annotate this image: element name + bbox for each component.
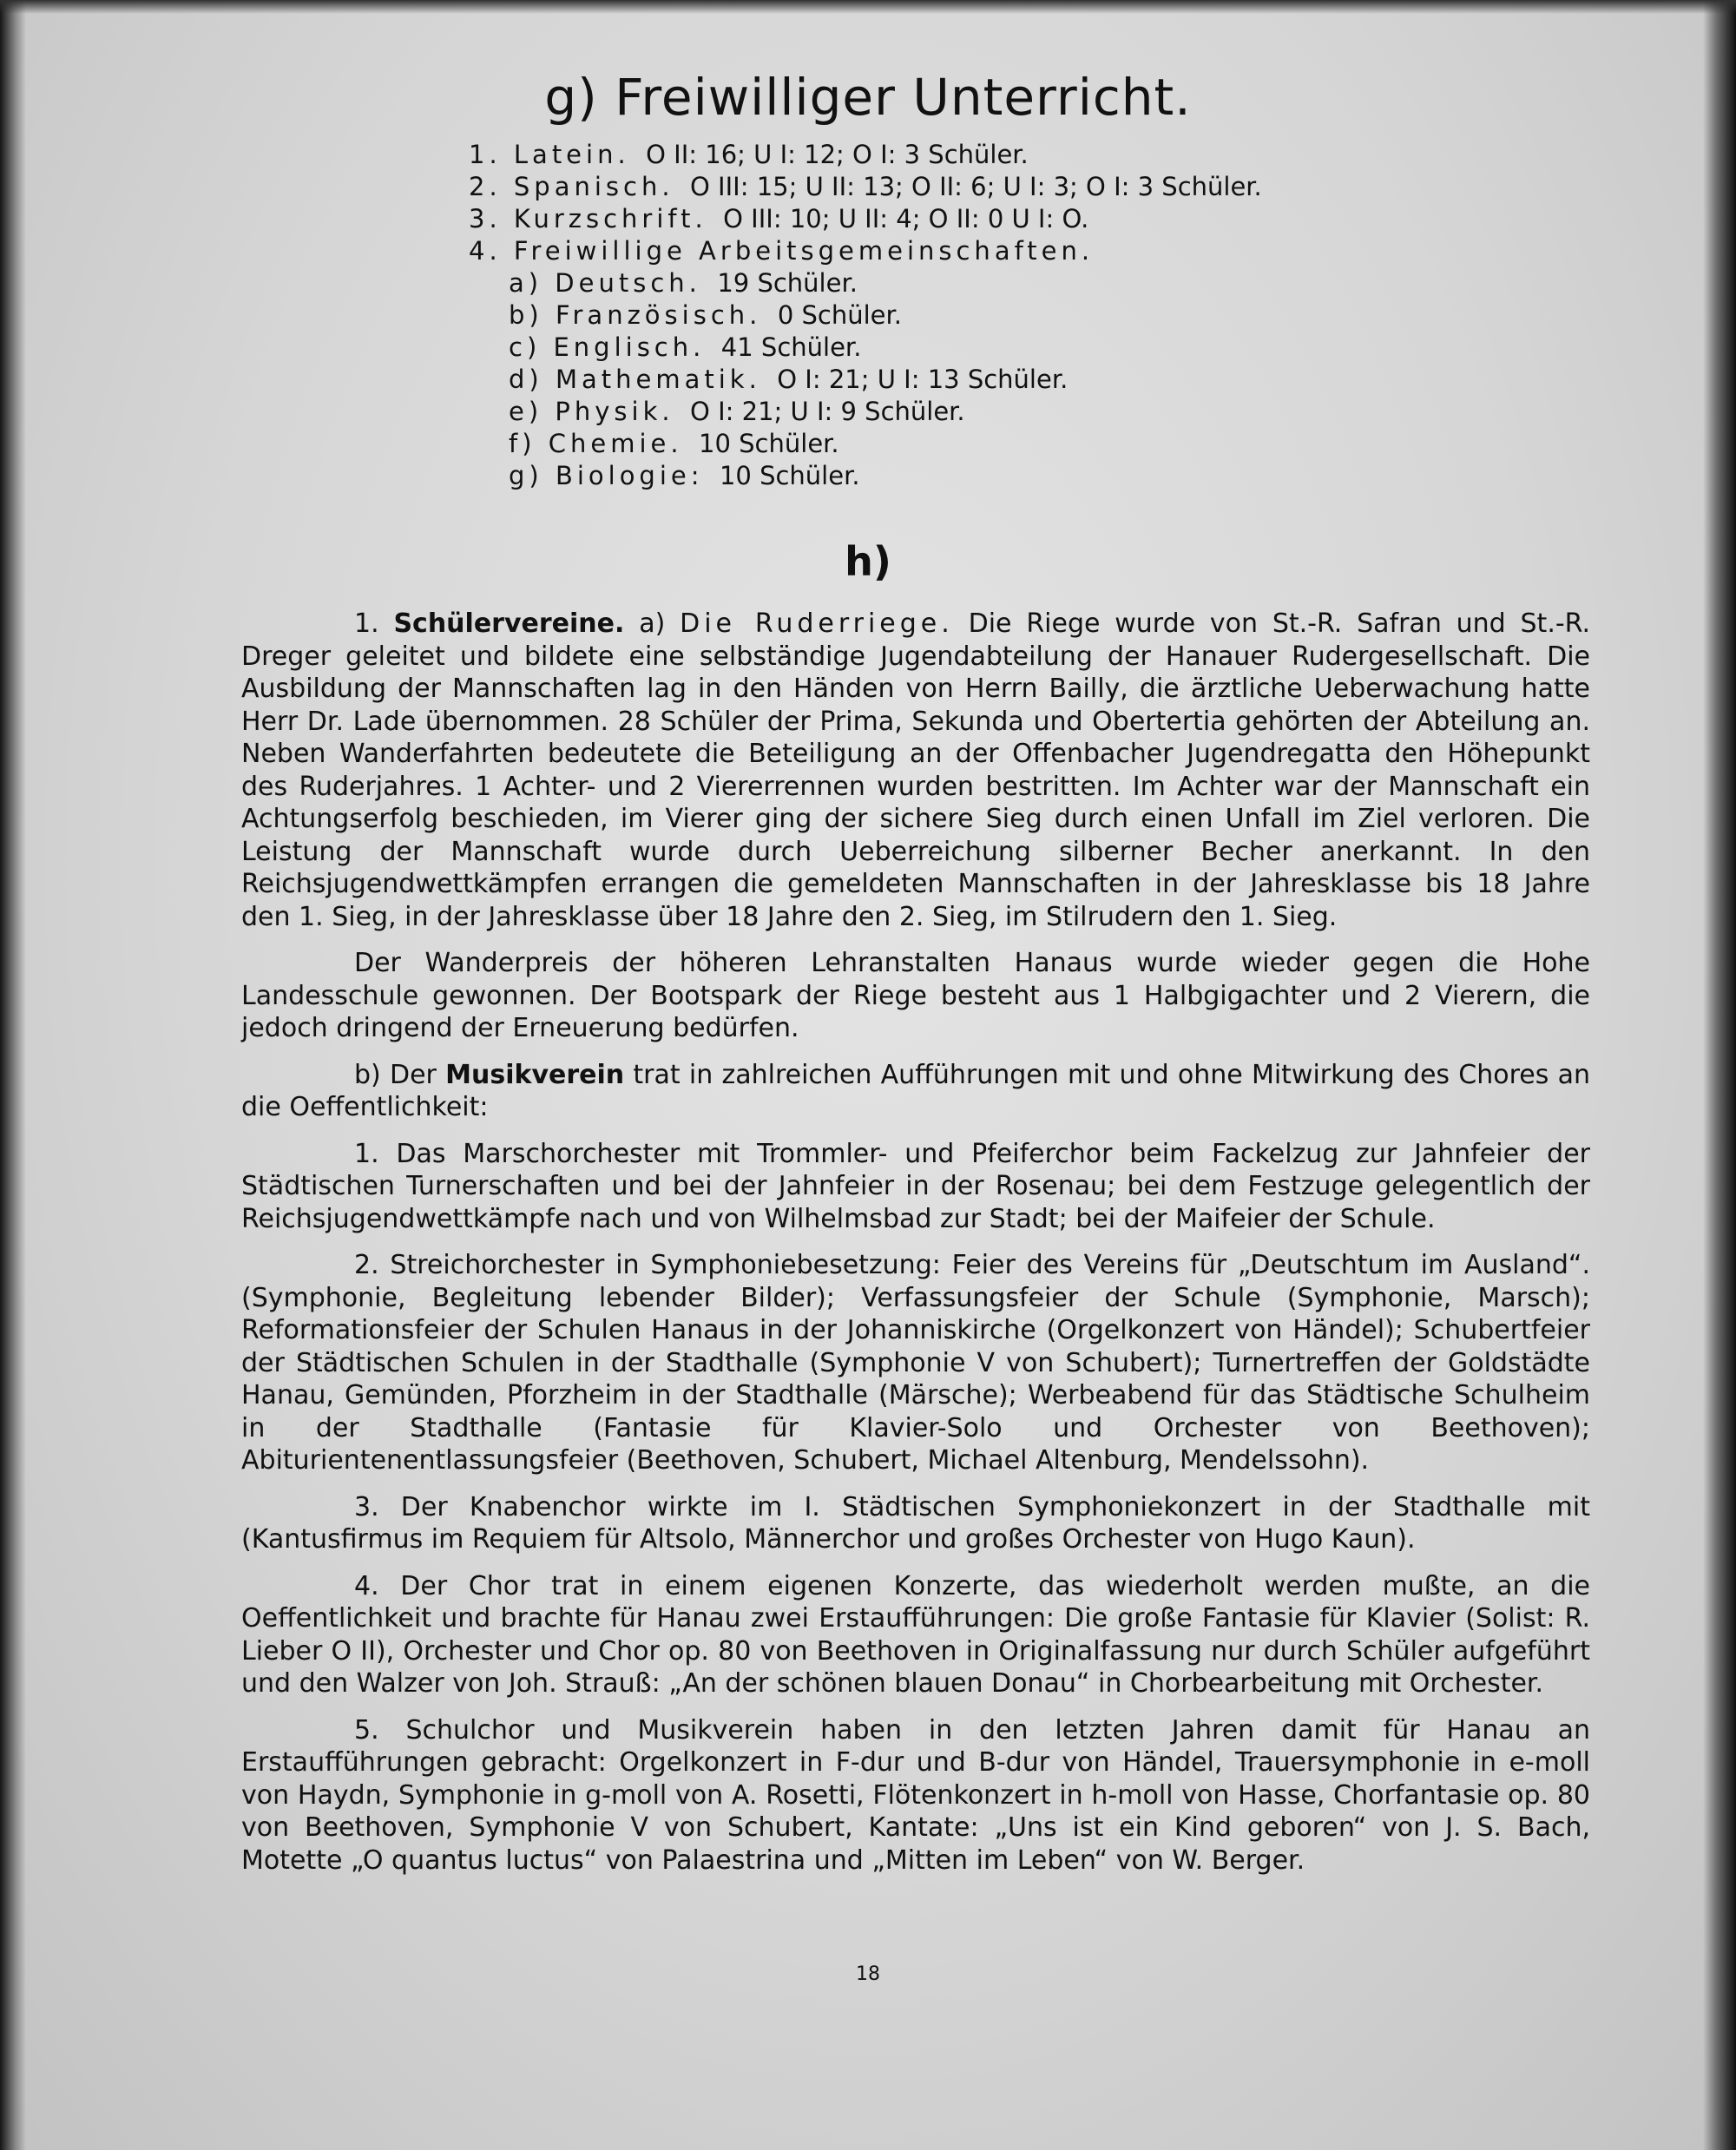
list-item-label: d) Mathematik. xyxy=(509,365,761,394)
paragraph-choir-concert: 4. Der Chor trat in einem eigenen Konzerte, das wiederholt werden mußte, an die Oeffentlichkeit und brachte für Hanau zwei Erstaufführungen: Die große Fantasie für Klavier (Solist: R. Lieber O II), Orchester und Chor op. 80 von Beethoven in Originalfassung nur durch Schüler aufgeführt und den Walzer von Joh. Strauß: „An der schönen blauen Donau“ in Chorbearbeitung mit Orchester. xyxy=(241,1570,1590,1699)
list-item-text: O I: 21; U I: 13 Schüler. xyxy=(777,365,1069,394)
paragraph-march-orchestra: 1. Das Marschorchester mit Trommler- und Pfeiferchor beim Fackelzug zur Jahnfeier der Städtischen Turnerschaften und bei der Jahnfeier in der Rosenau; bei dem Festzuge gelegentlich der Reichsjugendwettkämpfe nach und von Wilhelmsbad zur Stadt; bei der Maifeier der Schule. xyxy=(241,1138,1590,1234)
paragraph-first-performances: 5. Schulchor und Musikverein haben in den letzten Jahren damit für Hanau an Erstaufführungen gebracht: Orgelkonzert in F-dur und B-dur von Händel, Trauersymphonie in e-moll von Haydn, Symphonie in g-moll von A. Rosetti, Flötenkonzert in h-moll von Hasse, Chorfantasie op. 80 von Beethoven, Symphonie V von Schubert, Kantate: „Uns ist ein Kind geboren“ von J. S. Bach, Motette „O quantus luctus“ von Palaestrina und „Mitten im Leben“ von W. Berger. xyxy=(241,1714,1590,1876)
list-item xyxy=(469,332,1597,364)
page-number: 18 xyxy=(856,1963,880,1985)
list-item-label: c) Englisch. xyxy=(509,332,706,362)
list-item xyxy=(469,203,1597,235)
list-item xyxy=(469,139,1597,171)
section-g-title: g) Freiwilliger Unterricht. xyxy=(544,68,1192,127)
list-item-text: 10 Schüler. xyxy=(699,429,839,458)
list-item xyxy=(469,235,1597,267)
list-item-text: O II: 16; U I: 12; O I: 3 Schüler. xyxy=(646,140,1029,169)
list-item-label: e) Physik. xyxy=(509,397,674,426)
paragraph-heading: Schülervereine. xyxy=(393,608,625,639)
list-item-label: 1. Latein. xyxy=(469,140,630,169)
paragraph-prefix: b) Der xyxy=(354,1059,437,1090)
list-item xyxy=(469,396,1597,428)
section-h-body xyxy=(241,608,1590,1890)
paragraph-sub-label: a) xyxy=(639,608,666,639)
list-item xyxy=(469,299,1597,332)
list-item-text: 19 Schüler. xyxy=(717,268,858,298)
list-item-label: 4. Freiwillige Arbeitsgemeinschaften. xyxy=(469,236,1095,266)
list-item xyxy=(469,460,1597,492)
list-item-text: 10 Schüler. xyxy=(719,461,860,490)
list-item-label: b) Französisch. xyxy=(509,300,762,330)
paragraph-trophy: Der Wanderpreis der höheren Lehranstalten Hanaus wurde wieder gegen die Hohe Landesschule gewonnen. Der Bootspark der Riege besteht aus 1 Halbgigachter und 2 Vierern, die jedoch dringend der Erneuerung bedürfen. xyxy=(241,948,1590,1043)
paragraph-heading: Musikverein xyxy=(445,1059,625,1090)
page-edge-top-shadow xyxy=(0,0,1736,14)
list-item xyxy=(469,267,1597,299)
list-item-text: O III: 10; U II: 4; O II: 0 U I: O. xyxy=(723,204,1089,233)
page-edge-right-shadow xyxy=(1703,0,1736,2150)
section-h-heading: h) xyxy=(845,538,891,585)
paragraph-music-club xyxy=(241,1059,1590,1124)
paragraph-text: Die Riege wurde von St.-R. Safran und St.-R. Dreger geleitet und bildete eine selbständige Jugendabteilung der Hanauer Rudergesellschaft. Die Ausbildung der Mannschaften lag in den Händen von Herrn Bailly, die ärztliche Ueberwachung hatte Herr Dr. Lade übernommen. 28 Schüler der Prima, Sekunda und Obertertia gehörten der Abteilung an. Neben Wanderfahrten bedeutete die Beteiligung an der Offenbacher Jugendregatta den Höhepunkt des Ruderjahres. 1 Achter- und 2 Viererrennen wurden bestritten. Im Achter war der Mannschaft ein Achtungserfolg beschieden, im Vierer ging der sichere Sieg durch einen Unfall im Ziel verloren. Die Leistung der Mannschaft wurde durch Ueberreichung silberner Becher anerkannt. In den Reichsjugendwettkämpfen errangen die gemeldeten Mannschaften in der Jahresklasse bis 18 Jahre den 1. Sieg, in der Jahresklasse über 18 Jahre den 2. Sieg, im Stilrudern den 1. Sieg. xyxy=(241,608,1590,932)
list-item xyxy=(469,428,1597,460)
list-item-label: 3. Kurzschrift. xyxy=(469,204,707,233)
paragraph-text: trat in zahlreichen Aufführungen mit und ohne Mitwirkung des Chores an die Oeffentlichkeit: xyxy=(241,1059,1590,1122)
list-item xyxy=(469,171,1597,203)
list-item-label: a) Deutsch. xyxy=(509,268,701,298)
page-edge-left-shadow xyxy=(0,0,26,2150)
list-item-label: f) Chemie. xyxy=(509,429,683,458)
list-item-label: g) Biologie: xyxy=(509,461,704,490)
list-item-text: 41 Schüler. xyxy=(720,332,862,362)
paragraph-number: 1. xyxy=(354,608,379,639)
list-item-text: O III: 15; U II: 13; O II: 6; U I: 3; O I: 3 Schüler. xyxy=(690,172,1262,201)
paragraph-rowing xyxy=(241,608,1590,933)
paragraph-spaced-title: Die Ruderriege. xyxy=(680,608,954,639)
paragraph-boys-choir: 3. Der Knabenchor wirkte im I. Städtischen Symphoniekonzert in der Stadthalle mit (Kantusfirmus im Requiem für Altsolo, Männerchor und großes Orchester von Hugo Kaun). xyxy=(241,1491,1590,1555)
voluntary-courses-list xyxy=(469,139,1597,492)
list-item-text: 0 Schüler. xyxy=(777,300,902,330)
paragraph-string-orchestra: 2. Streichorchester in Symphoniebesetzung: Feier des Vereins für „Deutschtum im Ausland“. (Symphonie, Begleitung lebender Bilder); Verfassungsfeier der Schule (Symphonie, Marsch); Reformationsfeier der Schulen Hanaus in der Johanniskirche (Orgelkonzert von Händel); Schubertfeier der Städtischen Schulen in der Stadthalle (Symphonie V von Schubert); Turnertreffen der Goldstädte Hanau, Gemünden, Pforzheim in der Stadthalle (Märsche); Werbeabend für das Städtische Schulheim in der Stadthalle (Fantasie für Klavier-Solo und Orchester von Beethoven); Abiturientenentlassungsfeier (Beethoven, Schubert, Michael Altenburg, Mendelssohn). xyxy=(241,1250,1590,1476)
list-item xyxy=(469,364,1597,396)
list-item-text: O I: 21; U I: 9 Schüler. xyxy=(690,397,965,426)
list-item-label: 2. Spanisch. xyxy=(469,172,674,201)
